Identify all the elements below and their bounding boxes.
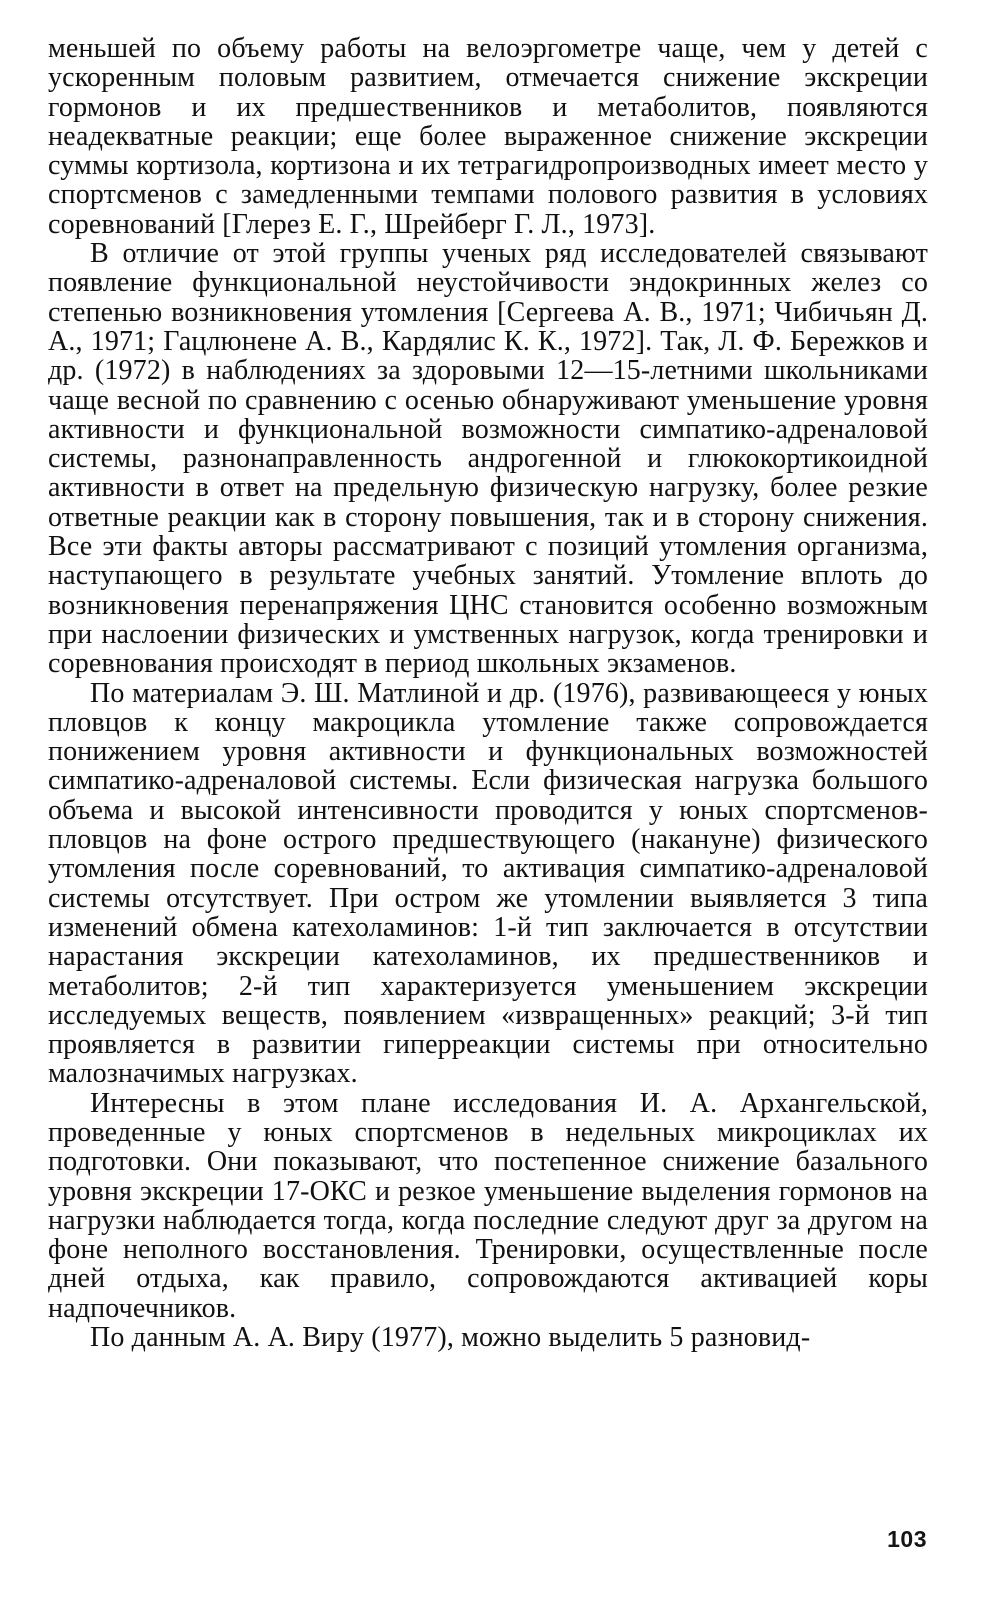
body-text <box>48 34 928 1352</box>
paragraph-continuation: меньшей по объему работы на велоэргометре чаще, чем у детей с ускоренным половым развитием, отмечается снижение экскреции гормонов и их предшественников и метаболитов, появляются неадекватные реакции; еще более выраженное снижение экскреции суммы кортизола, кортизона и их тетрагидропроизводных имеет место у спортсменов с замедленными темпами полового развития в условиях соревнований [Глерез Е. Г., Шрейберг Г. Л., 1973]. <box>48 33 928 240</box>
paragraph-arkhangelskaya-study: Интересны в этом плане исследования И. А. Архангельской, проведенные у юных спортсменов в недельных микроциклах их подготовки. Они показывают, что постепенное снижение базального уровня экскреции 17-ОКС и резкое уменьшение выделения гормонов на нагрузки наблюдается тогда, когда последние следуют друг за другом на фоне неполного восстановления. Тренировки, осуществленные после дней отдыха, как правило, сопровождаются активацией коры надпочечников. <box>48 1087 928 1324</box>
page-number: 103 <box>887 1526 927 1552</box>
paragraph-viru-data: По данным А. А. Виру (1977), можно выделить 5 разновид- <box>90 1322 811 1354</box>
paragraph-fatigue-researchers: В отличие от этой группы ученых ряд исследователей связывают появление функциональной неустойчивости эндокринных желез со степенью возникновения утомления [Сергеева А. В., 1971; Чибичьян Д. А., 1971; Гацлюнене А. В., Кардялис К. К., 1972]. Так, Л. Ф. Бережков и др. (1972) в наблюдениях за здоровыми 12—15-летними школьниками чаще весной по сравнению с осенью обнаруживают уменьшение уровня активности и функциональной возможности симпатико-адреналовой системы, разнонаправленность андрогенной и глюкокортикоидной активности в ответ на предельную физическую нагрузку, более резкие ответные реакции как в сторону повышения, так и в сторону снижения. Все эти факты авторы рассматривают с позиций утомления организма, наступающего в результате учебных занятий. Утомление вплоть до возникновения перенапряжения ЦНС становится особенно возможным при наслоении физических и умственных нагрузок, когда тренировки и соревнования происходят в период школьных экзаменов. <box>48 238 928 680</box>
paragraph-matlina-study: По материалам Э. Ш. Матлиной и др. (1976), развивающееся у юных пловцов к концу макроцикла утомление также сопровождается понижением уровня активности и функциональных возможностей симпатико-адреналовой системы. Если физическая нагрузка большого объема и высокой интенсивности проводится у юных спортсменов-пловцов на фоне острого предшествующего (накануне) физического утомления после соревнований, то активация симпатико-адреналовой системы отсутствует. При остром же утомлении выявляется 3 типа изменений обмена катехоламинов: 1-й тип заключается в отсутствии нарастания экскреции катехоламинов, их предшественников и метаболитов; 2-й тип характеризуется уменьшением экскреции исследуемых веществ, появлением «извращенных» реакций; 3-й тип проявляется в развитии гиперреакции системы при относительно малозначимых нагрузках. <box>48 677 928 1090</box>
